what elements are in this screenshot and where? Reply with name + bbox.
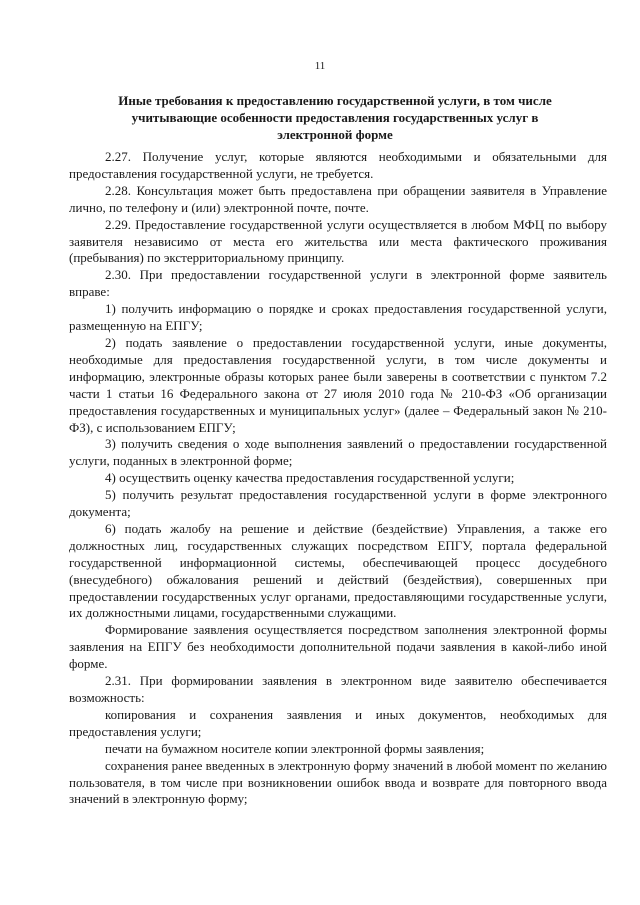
heading-line-2: учитывающие особенности предоставления государственных услуг в bbox=[131, 110, 539, 125]
list-item-2: 2) подать заявление о предоставлении государственной услуги, иные документы, необходимые для предоставления государственной услуги, в том числе документы и информацию, электронные образы которых ранее были заверены в соответствии с пунктом 7.2 части 1 статьи 16 Федерального закона от 27 июля 2010 года № 210-ФЗ «Об организации предоставления государственных и муниципальных услуг» (далее – Федеральный закон № 210-ФЗ), с использованием ЕПГУ; bbox=[69, 334, 607, 435]
list-item-1: 1) получить информацию о порядке и сроках предоставления государственной услуги, размещенную на ЕПГУ; bbox=[69, 301, 607, 334]
list-item-4: 4) осуществить оценку качества предоставления государственной услуги; bbox=[105, 470, 515, 486]
list-item-5: 5) получить результат предоставления государственной услуги в форме электронного документа; bbox=[69, 487, 607, 520]
list-item-3: 3) получить сведения о ходе выполнения заявлений о предоставлении государственной услуги, поданных в электронной форме; bbox=[69, 436, 607, 469]
list-item-6: 6) подать жалобу на решение и действие (бездействие) Управления, а также его должностных лиц, государственных служащих посредством ЕПГУ, портала федеральной государственной информационной системы, обеспечивающей процесс досудебного (внесудебного) обжалования решений и действий (бездействия), совершенных при предоставлении государственных услуг органами, предоставляющими государственные услуги, их должностными лицами, государственными служащими. bbox=[69, 520, 607, 621]
paragraph-2-31: 2.31. При формировании заявления в электронном виде заявителю обеспечивается возможность: bbox=[69, 673, 607, 705]
heading-line-3: электронной форме bbox=[277, 127, 393, 142]
capability-print: печати на бумажном носителе копии электронной формы заявления; bbox=[105, 740, 485, 756]
paragraph-2-29: 2.29. Предоставление государственной услуги осуществляется в любом МФЦ по выбору заявителя независимо от места его жительства или места фактического проживания (пребывания) по экстерриториальному принципу. bbox=[69, 216, 607, 266]
document-body bbox=[69, 149, 607, 808]
paragraph-2-28: 2.28. Консультация может быть предоставлена при обращении заявителя в Управление лично, по телефону и (или) электронной почте, почте. bbox=[69, 182, 607, 215]
paragraph-2-27: 2.27. Получение услуг, которые являются необходимыми и обязательными для предоставления государственной услуги, не требуется. bbox=[69, 149, 607, 181]
page-number: 11 bbox=[314, 60, 326, 72]
paragraph-2-30: 2.30. При предоставлении государственной услуги в электронной форме заявитель вправе: bbox=[69, 267, 607, 300]
section-heading bbox=[90, 92, 580, 143]
capability-copy-save: копирования и сохранения заявления и иных документов, необходимых для предоставления услуги; bbox=[69, 706, 607, 739]
capability-save-values: сохранения ранее введенных в электронную форму значений в любой момент по желанию пользователя, в том числе при возникновении ошибок ввода и возврате для повторного ввода значений в электронную форму; bbox=[69, 757, 607, 807]
heading-line-1: Иные требования к предоставлению государственной услуги, в том числе bbox=[118, 93, 552, 108]
paragraph-form-submission: Формирование заявления осуществляется посредством заполнения электронной формы заявления на ЕПГУ без необходимости дополнительной подачи заявления в какой-либо иной форме. bbox=[69, 622, 607, 672]
